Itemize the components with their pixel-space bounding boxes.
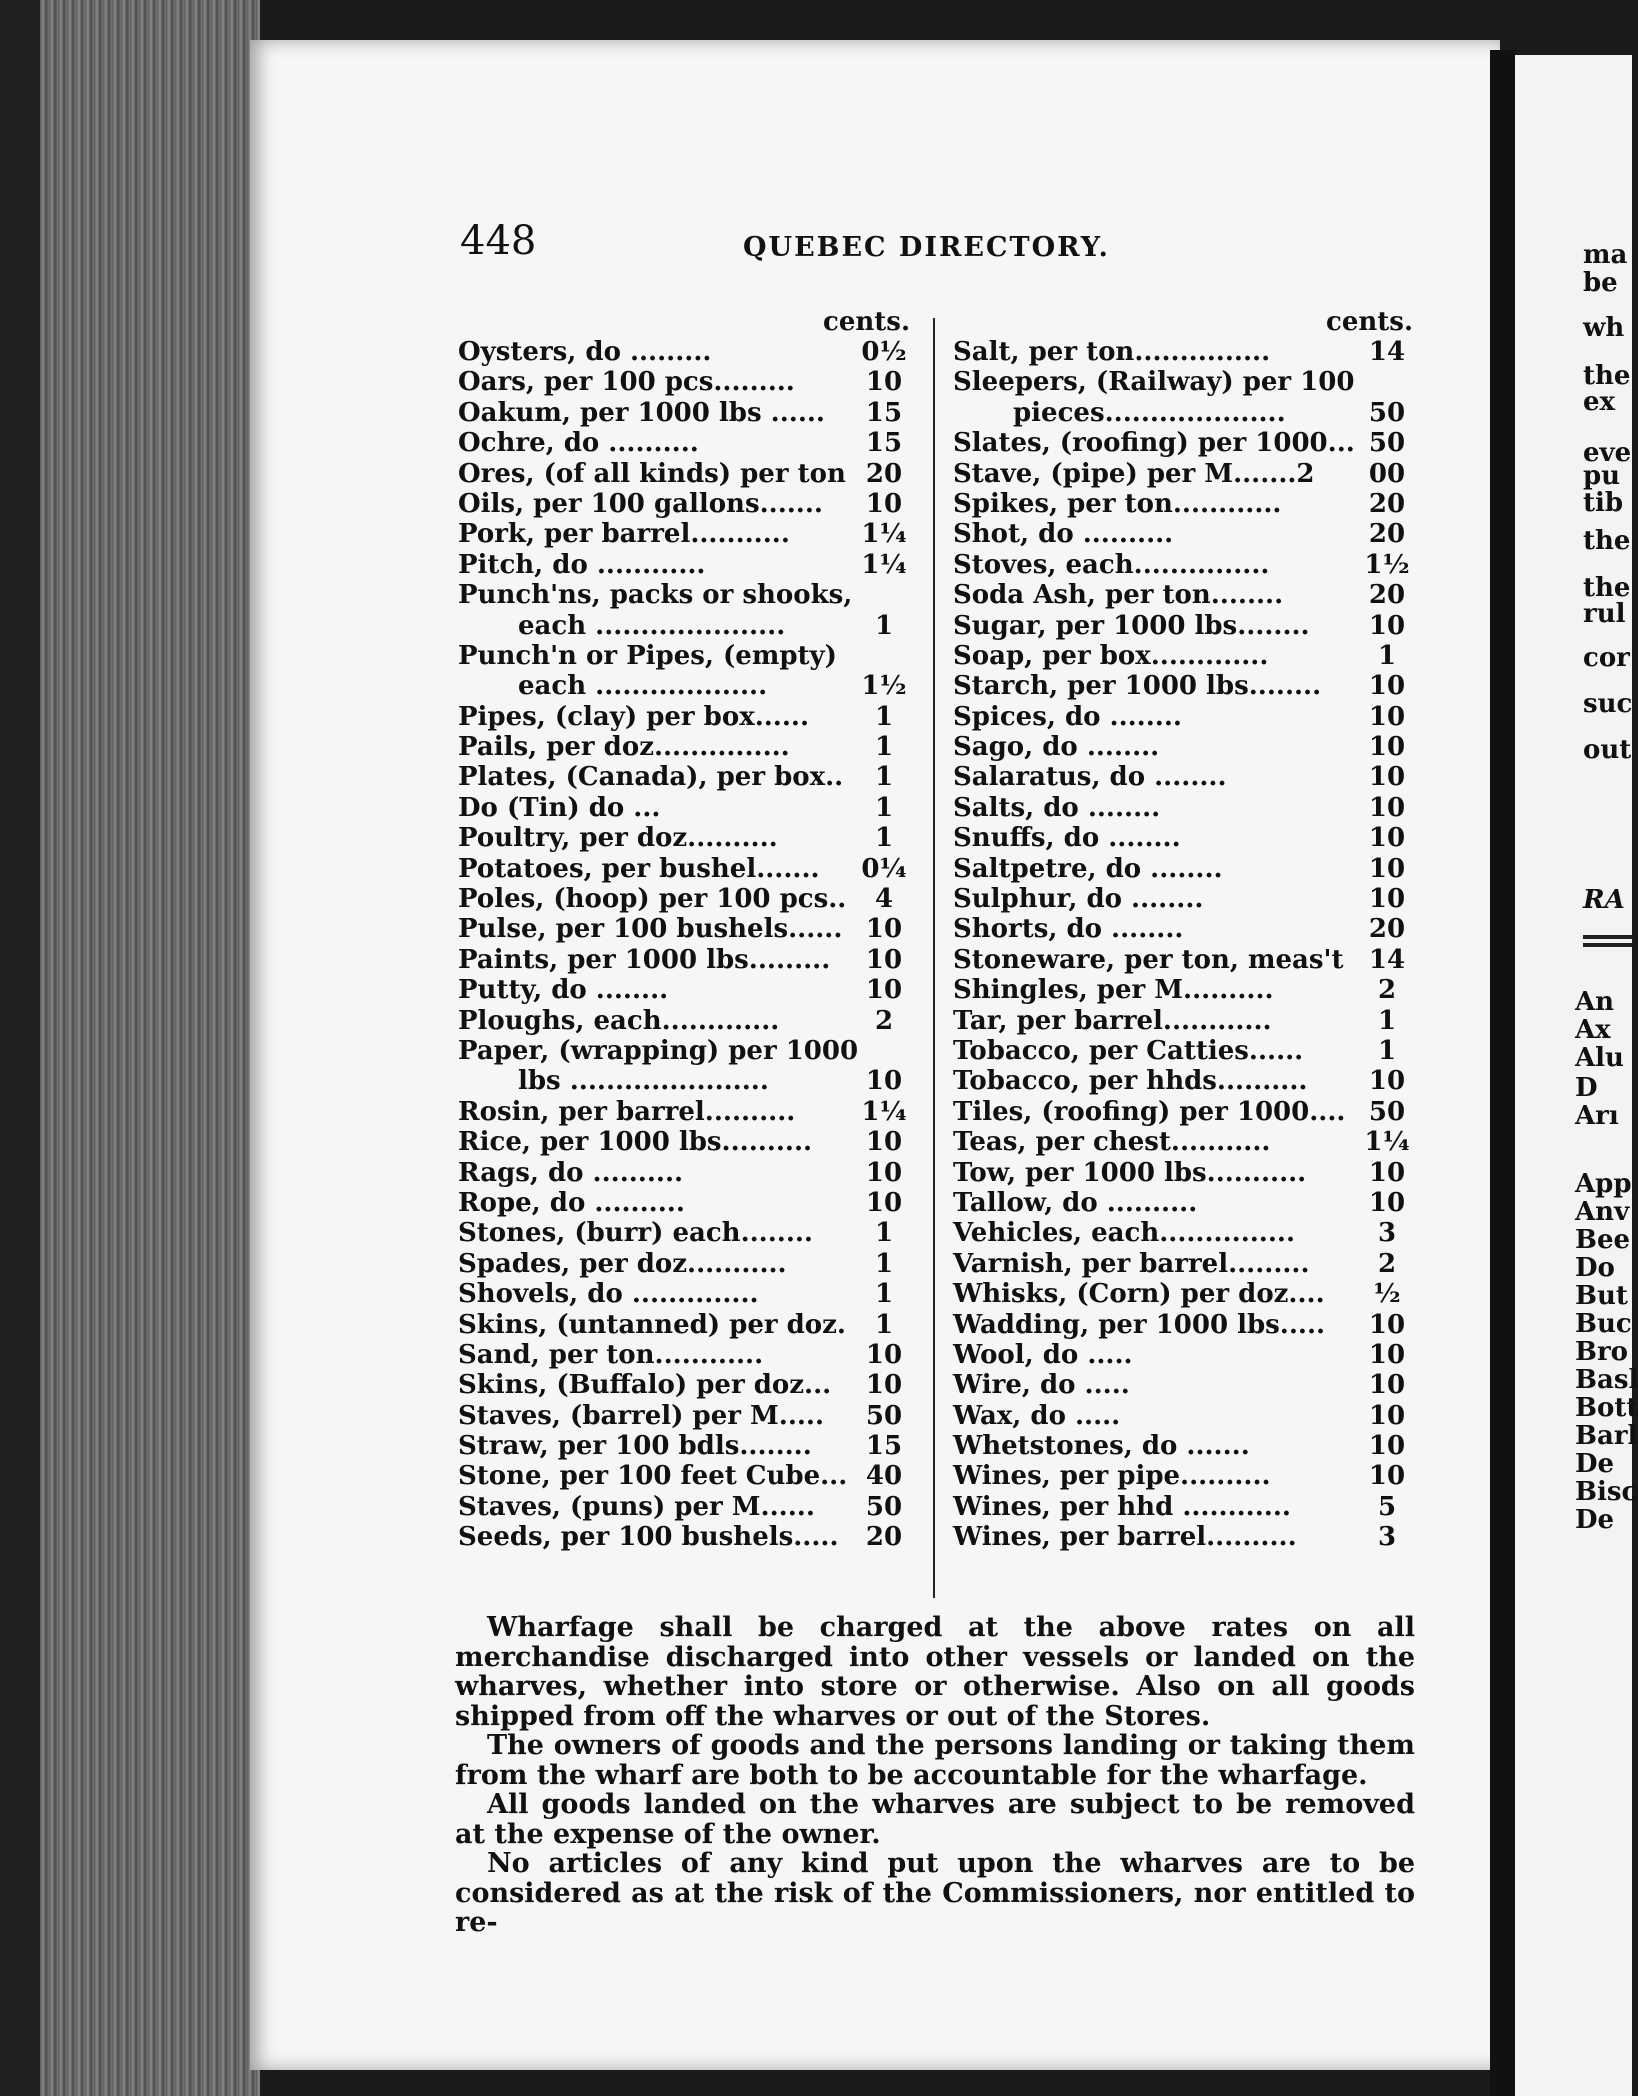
rate-value: 10 — [865, 1187, 903, 1218]
rate-value: 1 — [1377, 1005, 1397, 1036]
rate-item: Punch'ns, packs or shooks, — [458, 580, 853, 611]
rate-row — [953, 793, 1413, 823]
rate-item: Punch'n or Pipes, (empty) — [458, 640, 837, 671]
rate-value: 1¼ — [861, 549, 907, 580]
rate-item: Starch, per 1000 lbs........ — [953, 671, 1322, 702]
rate-value: 10 — [865, 914, 903, 945]
book-gutter — [1490, 50, 1515, 2096]
rate-row — [458, 1188, 910, 1218]
right-unit-header: cents. — [1326, 307, 1413, 337]
rate-item: Salts, do ........ — [953, 792, 1161, 823]
facing-page-text: De — [1575, 1505, 1615, 1535]
rate-item: Rosin, per barrel.......... — [458, 1096, 796, 1127]
rate-row — [953, 459, 1413, 489]
rate-row — [458, 1492, 910, 1522]
facing-page-text: App — [1575, 1169, 1632, 1199]
rate-row — [953, 1492, 1413, 1522]
facing-page-text: ma — [1583, 240, 1628, 270]
rate-value: 2 — [874, 1005, 894, 1036]
rate-row — [953, 823, 1413, 853]
rate-row — [953, 337, 1413, 367]
facing-page-text: out — [1583, 735, 1632, 765]
rate-row — [953, 1340, 1413, 1370]
rate-row — [953, 519, 1413, 549]
rate-value: 1 — [874, 792, 894, 823]
right-rate-column — [953, 307, 1413, 1553]
rate-row — [458, 1279, 910, 1309]
rate-item: Potatoes, per bushel....... — [458, 853, 820, 884]
rate-value: 10 — [865, 1157, 903, 1188]
rate-value: 0¼ — [861, 853, 907, 884]
rate-row — [458, 489, 910, 519]
rate-item: Sand, per ton............ — [458, 1339, 764, 1370]
rate-item: Poles, (hoop) per 100 pcs.. — [458, 884, 847, 915]
rate-item: Pulse, per 100 bushels...... — [458, 914, 843, 945]
rate-item: Tobacco, per hhds.......... — [953, 1066, 1308, 1097]
rate-value: 10 — [1368, 853, 1406, 884]
rate-value: 10 — [1368, 1339, 1406, 1370]
rate-value: 1¼ — [861, 1096, 907, 1127]
rate-row — [458, 428, 910, 458]
rate-item: Wire, do ..... — [953, 1370, 1130, 1401]
rate-row — [953, 945, 1413, 975]
facing-page-text: the — [1583, 361, 1631, 391]
rate-item: Pork, per barrel........... — [458, 519, 790, 550]
rate-row — [458, 641, 910, 671]
rate-value — [858, 1036, 910, 1066]
rate-row — [953, 702, 1413, 732]
rate-item: Pitch, do ............ — [458, 549, 706, 580]
rate-value: 10 — [1368, 884, 1406, 915]
double-rule — [1583, 943, 1633, 947]
facing-page-text: Basl — [1575, 1365, 1638, 1395]
rate-row — [953, 1158, 1413, 1188]
rate-row — [458, 367, 910, 397]
rate-row — [458, 550, 910, 580]
rate-value: 1 — [874, 762, 894, 793]
rate-item: Varnish, per barrel......... — [953, 1248, 1310, 1279]
rate-row — [458, 1340, 910, 1370]
rate-row — [458, 793, 910, 823]
rate-item: Stoneware, per ton, meas't — [953, 944, 1344, 975]
rate-item: Do (Tin) do ... — [458, 792, 661, 823]
rate-item: Rice, per 1000 lbs.......... — [458, 1127, 813, 1158]
rate-row — [458, 1036, 910, 1066]
rate-value: 50 — [1368, 397, 1406, 428]
rate-item: Stoves, each............... — [953, 549, 1270, 580]
paragraph: Wharfage shall be charged at the above rates on all merchandise discharged into other vessels or landed on the wharves, whether into store or otherwise. Also on all goods shipped from off the wharves or out of the Stores. — [455, 1612, 1415, 1732]
rate-value: 14 — [1368, 337, 1406, 367]
paragraph: No articles of any kind put upon the wharves are to be considered as at the risk of the Commissioners, nor entitled to re- — [455, 1848, 1415, 1938]
rate-row — [953, 398, 1413, 428]
rate-row — [953, 1218, 1413, 1248]
rate-value: 1 — [874, 732, 894, 763]
rate-item: Skins, (untanned) per doz. — [458, 1309, 846, 1340]
rate-value: 1½ — [1364, 549, 1410, 580]
rate-item: pieces.................... — [1013, 397, 1286, 428]
rate-value: 2 — [1377, 1248, 1397, 1279]
rate-item: Rags, do .......... — [458, 1157, 684, 1188]
rate-row — [458, 1401, 910, 1431]
rate-row — [458, 337, 910, 367]
rate-item: Snuffs, do ........ — [953, 823, 1181, 854]
rate-item: Whisks, (Corn) per doz.... — [953, 1279, 1325, 1310]
rate-row — [458, 945, 910, 975]
rate-row — [458, 580, 910, 610]
facing-page-text: be — [1583, 268, 1618, 298]
rate-item: Oysters, do ......... — [458, 337, 712, 367]
rate-value: 1¼ — [1364, 1127, 1410, 1158]
rate-item: Tallow, do .......... — [953, 1187, 1198, 1218]
facing-page-text: Arı — [1575, 1101, 1619, 1131]
facing-page-text: D — [1575, 1073, 1598, 1103]
rate-value — [858, 641, 910, 671]
rate-item: Poultry, per doz.......... — [458, 823, 778, 854]
rate-item: Soap, per box............. — [953, 640, 1269, 671]
rate-item: Sago, do ........ — [953, 732, 1160, 763]
rate-item: Vehicles, each............... — [953, 1218, 1295, 1249]
rate-value: 15 — [865, 1431, 903, 1462]
rate-row — [458, 1310, 910, 1340]
rate-value: 1 — [1377, 640, 1397, 671]
rate-row — [953, 611, 1413, 641]
rate-value: 1 — [874, 1248, 894, 1279]
rate-item: Spades, per doz........... — [458, 1248, 787, 1279]
rate-row — [458, 1097, 910, 1127]
facing-page-fragment — [1515, 55, 1638, 2096]
rate-row — [953, 489, 1413, 519]
rate-item: Shovels, do .............. — [458, 1279, 759, 1310]
rate-item: Oils, per 100 gallons....... — [458, 488, 823, 519]
rate-row — [458, 1158, 910, 1188]
rate-item: Spices, do ........ — [953, 701, 1182, 732]
rate-value: 1 — [874, 1218, 894, 1249]
rate-item: Tar, per barrel............ — [953, 1005, 1272, 1036]
facing-page-text: suc — [1583, 689, 1633, 719]
rate-value: 50 — [865, 1400, 903, 1431]
rate-item: Paper, (wrapping) per 1000 — [458, 1035, 859, 1066]
rate-value: 10 — [1368, 1066, 1406, 1097]
rate-item: Teas, per chest........... — [953, 1127, 1271, 1158]
rate-row — [953, 1370, 1413, 1400]
rate-value: 15 — [865, 428, 903, 459]
facing-page-text: eve — [1583, 438, 1632, 468]
rate-value: 14 — [1368, 944, 1406, 975]
rate-row — [458, 671, 910, 701]
facing-page-text: Buc — [1575, 1309, 1632, 1339]
rate-row — [458, 884, 910, 914]
rate-row — [458, 1370, 910, 1400]
facing-page-text: Ax — [1575, 1015, 1611, 1045]
facing-page-text: Alu — [1575, 1043, 1624, 1073]
column-divider — [933, 318, 935, 1598]
rate-row — [953, 428, 1413, 458]
book-page-edges — [40, 0, 260, 2096]
facing-page-text: tib — [1583, 488, 1624, 518]
rate-value: 00 — [1368, 458, 1406, 489]
rate-item: Tow, per 1000 lbs........... — [953, 1157, 1307, 1188]
rate-item: Plates, (Canada), per box.. — [458, 762, 844, 793]
rate-value: 20 — [1368, 488, 1406, 519]
rate-item: Staves, (barrel) per M..... — [458, 1400, 825, 1431]
rate-row — [953, 975, 1413, 1005]
facing-page-text: An — [1575, 987, 1615, 1017]
rate-value: 1 — [874, 701, 894, 732]
rate-item: Tobacco, per Catties...... — [953, 1035, 1304, 1066]
rate-row — [458, 762, 910, 792]
rate-item: Wool, do ..... — [953, 1339, 1133, 1370]
rate-row — [458, 398, 910, 428]
facing-page-text: De — [1575, 1449, 1615, 1479]
rate-item: Rope, do .......... — [458, 1187, 685, 1218]
rate-item: Sugar, per 1000 lbs........ — [953, 610, 1310, 641]
rate-row — [953, 1127, 1413, 1157]
rate-value: 10 — [1368, 1309, 1406, 1340]
rate-row — [458, 1006, 910, 1036]
rate-row — [953, 1249, 1413, 1279]
rate-item: Ochre, do .......... — [458, 428, 699, 459]
rate-row — [953, 1097, 1413, 1127]
rate-row — [953, 1036, 1413, 1066]
rate-value: 50 — [865, 1491, 903, 1522]
rate-value: 1 — [1377, 1035, 1397, 1066]
rate-value: 10 — [1368, 823, 1406, 854]
rate-item: Wadding, per 1000 lbs..... — [953, 1309, 1326, 1340]
left-unit-header: cents. — [823, 307, 910, 337]
rate-row — [953, 914, 1413, 944]
rate-item: Spikes, per ton............ — [953, 488, 1282, 519]
rate-row — [953, 762, 1413, 792]
rate-value: 40 — [865, 1461, 903, 1492]
rate-item: Slates, (roofing) per 1000... — [953, 428, 1355, 459]
rate-row — [953, 1006, 1413, 1036]
rate-item: Stone, per 100 feet Cube... — [458, 1461, 848, 1492]
rate-item: Soda Ash, per ton........ — [953, 580, 1284, 611]
rate-row — [458, 459, 910, 489]
rate-value: 10 — [865, 1127, 903, 1158]
rate-value: 20 — [865, 1522, 903, 1553]
rate-value: 3 — [1377, 1218, 1397, 1249]
rate-row — [458, 1127, 910, 1157]
rate-row — [458, 702, 910, 732]
rate-value: 1½ — [861, 671, 907, 702]
rate-value: 10 — [1368, 1157, 1406, 1188]
rate-row — [458, 1522, 910, 1552]
rate-row — [953, 732, 1413, 762]
paragraph: All goods landed on the wharves are subject to be removed at the expense of the owner. — [455, 1789, 1415, 1850]
rate-row — [458, 823, 910, 853]
rate-value: 5 — [1377, 1491, 1397, 1522]
rate-value: 50 — [1368, 1096, 1406, 1127]
rate-item: Whetstones, do ....... — [953, 1431, 1250, 1462]
facing-page-text: Anv — [1575, 1197, 1630, 1227]
rate-row — [458, 1461, 910, 1491]
rate-value: 10 — [1368, 762, 1406, 793]
rate-item: Seeds, per 100 bushels..... — [458, 1522, 839, 1553]
rate-row — [953, 1279, 1413, 1309]
rate-row — [953, 367, 1413, 397]
right-rate-list — [953, 337, 1413, 1553]
rate-row — [953, 1310, 1413, 1340]
rate-item: Oars, per 100 pcs......... — [458, 367, 795, 398]
rate-value: 10 — [865, 944, 903, 975]
rate-value: 10 — [1368, 1187, 1406, 1218]
rate-item: Pails, per doz............... — [458, 732, 790, 763]
rate-item: Salaratus, do ........ — [953, 762, 1227, 793]
facing-page-text: Do — [1575, 1253, 1615, 1283]
rate-row — [953, 1461, 1413, 1491]
facing-page-text: the — [1583, 573, 1631, 603]
rate-row — [458, 732, 910, 762]
rate-value: 50 — [1368, 428, 1406, 459]
paragraph: The owners of goods and the persons landing or taking them from the wharf are both to be accountable for the wharfage. — [455, 1730, 1415, 1791]
rate-item: Skins, (Buffalo) per doz... — [458, 1370, 832, 1401]
rate-value: 20 — [1368, 519, 1406, 550]
rate-value: 10 — [1368, 1370, 1406, 1401]
wharfage-regulations — [455, 1613, 1415, 1938]
rate-item: each ................... — [518, 671, 768, 702]
rate-value: 0½ — [861, 337, 907, 367]
rate-item: Stave, (pipe) per M.......2 — [953, 458, 1315, 489]
rate-item: Paints, per 1000 lbs......... — [458, 944, 831, 975]
facing-page-text: ex — [1583, 387, 1616, 417]
rate-item: Wines, per hhd ............ — [953, 1491, 1291, 1522]
rate-value: 10 — [1368, 1400, 1406, 1431]
rate-item: Wines, per barrel.......... — [953, 1522, 1297, 1553]
double-rule — [1583, 935, 1633, 939]
page-title: QUEBEC DIRECTORY. — [743, 232, 1110, 263]
rate-row — [953, 671, 1413, 701]
rate-row — [953, 854, 1413, 884]
rate-item: Ploughs, each............. — [458, 1005, 780, 1036]
rate-value: 1¼ — [861, 519, 907, 550]
page-number: 448 — [460, 218, 537, 264]
rate-row — [953, 641, 1413, 671]
rate-item: Oakum, per 1000 lbs ...... — [458, 397, 825, 428]
facing-page-text: But — [1575, 1281, 1628, 1311]
rate-item: Staves, (puns) per M...... — [458, 1491, 815, 1522]
rate-item: Wines, per pipe.......... — [953, 1461, 1271, 1492]
left-rate-column — [458, 307, 910, 1553]
rate-item: Shorts, do ........ — [953, 914, 1184, 945]
facing-page-text: rul — [1583, 599, 1626, 629]
rate-item: Pipes, (clay) per box...... — [458, 701, 810, 732]
left-rate-list — [458, 337, 910, 1553]
rate-row — [953, 1401, 1413, 1431]
facing-page-text: wh — [1583, 313, 1625, 343]
facing-page-text: RA — [1583, 885, 1625, 915]
rate-value: 10 — [865, 1066, 903, 1097]
facing-page-text: Bro — [1575, 1337, 1629, 1367]
rate-item: Tiles, (roofing) per 1000.... — [953, 1096, 1346, 1127]
rate-value: 2 — [1377, 975, 1397, 1006]
rate-value: 10 — [865, 975, 903, 1006]
rate-value: 10 — [865, 488, 903, 519]
rate-item: Salt, per ton............... — [953, 337, 1271, 367]
rate-value: 10 — [865, 1370, 903, 1401]
rate-row — [458, 914, 910, 944]
rate-item: Shot, do .......... — [953, 519, 1174, 550]
rate-row — [953, 884, 1413, 914]
rate-row — [953, 1188, 1413, 1218]
facing-page-text: Bott — [1575, 1393, 1638, 1423]
rate-value: 1 — [874, 610, 894, 641]
facing-page-text: Bisc — [1575, 1477, 1638, 1507]
rate-row — [953, 580, 1413, 610]
rate-value: 10 — [1368, 792, 1406, 823]
rate-item: Wax, do ..... — [953, 1400, 1121, 1431]
rate-row — [953, 1431, 1413, 1461]
rate-value: 10 — [865, 1339, 903, 1370]
rate-row — [458, 1431, 910, 1461]
rate-row — [458, 611, 910, 641]
rate-item: Stones, (burr) each........ — [458, 1218, 813, 1249]
rate-value: 10 — [1368, 1431, 1406, 1462]
rate-row — [458, 519, 910, 549]
rate-value — [1361, 367, 1413, 397]
rate-item: Straw, per 100 bdls........ — [458, 1431, 812, 1462]
rate-row — [953, 550, 1413, 580]
rate-value: 10 — [1368, 701, 1406, 732]
rate-value: 1 — [874, 1309, 894, 1340]
rate-row — [953, 1066, 1413, 1096]
facing-page-text: pu — [1583, 461, 1621, 491]
facing-page-text: Barl — [1575, 1421, 1638, 1451]
rate-row — [458, 975, 910, 1005]
rate-value: 10 — [1368, 732, 1406, 763]
rate-item: Putty, do ........ — [458, 975, 669, 1006]
facing-page-text: cor — [1583, 643, 1630, 673]
rate-item: Sleepers, (Railway) per 100 — [953, 367, 1355, 398]
rate-row — [458, 1249, 910, 1279]
rate-item: Sulphur, do ........ — [953, 884, 1204, 915]
rate-item: Ores, (of all kinds) per ton — [458, 458, 846, 489]
rate-value — [858, 580, 910, 610]
rate-value: 20 — [1368, 580, 1406, 611]
rate-value: 15 — [865, 397, 903, 428]
rate-value: 20 — [1368, 914, 1406, 945]
rate-item: each ..................... — [518, 610, 786, 641]
rate-item: lbs ...................... — [518, 1066, 769, 1097]
rate-row — [458, 1066, 910, 1096]
rate-value: 20 — [865, 458, 903, 489]
rate-value: ½ — [1373, 1279, 1401, 1310]
rate-row — [953, 1522, 1413, 1552]
rate-value: 3 — [1377, 1522, 1397, 1553]
rate-value: 10 — [1368, 671, 1406, 702]
rate-value: 10 — [865, 367, 903, 398]
rate-row — [458, 1218, 910, 1248]
rate-value: 1 — [874, 823, 894, 854]
rate-item: Shingles, per M.......... — [953, 975, 1274, 1006]
facing-page-text: the — [1583, 526, 1631, 556]
rate-value: 1 — [874, 1279, 894, 1310]
rate-value: 10 — [1368, 610, 1406, 641]
rate-item: Saltpetre, do ........ — [953, 853, 1223, 884]
rate-value: 4 — [874, 884, 894, 915]
rate-row — [458, 854, 910, 884]
rate-value: 10 — [1368, 1461, 1406, 1492]
facing-page-text: Bee — [1575, 1225, 1631, 1255]
